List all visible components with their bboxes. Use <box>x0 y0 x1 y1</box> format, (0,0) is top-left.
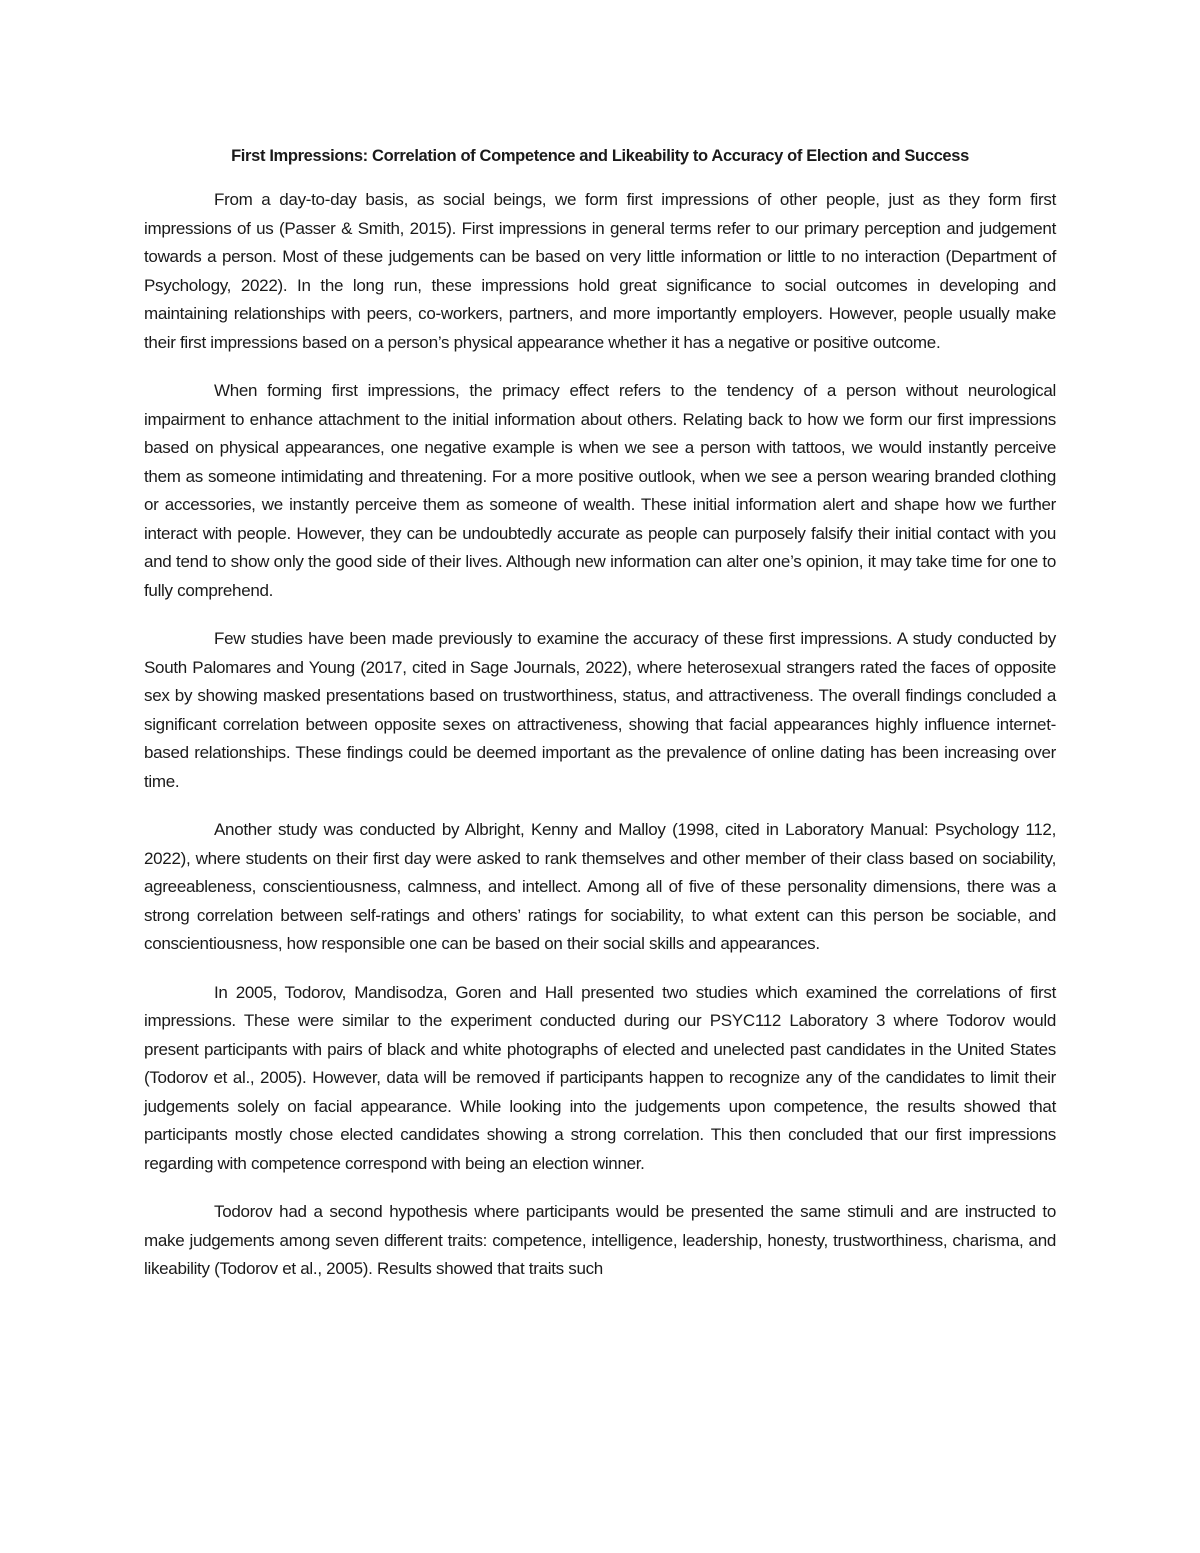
document-page <box>144 138 1056 1304</box>
paragraph: From a day-to-day basis, as social beings, we form first impressions of other people, just as they form first impressions of us (Passer & Smith, 2015). First impressions in general terms refer to our primary perception and judgement towards a person. Most of these judgements can be based on very little information or little to no interaction (Department of Psychology, 2022). In the long run, these impressions hold great significance to social outcomes in developing and maintaining relationships with peers, co-workers, partners, and more importantly employers. However, people usually make their first impressions based on a person’s physical appearance whether it has a negative or positive outcome. <box>144 190 1056 352</box>
paragraph: Another study was conducted by Albright, Kenny and Malloy (1998, cited in Laboratory Manual: Psychology 112, 2022), where students on their first day were asked to rank themselves and other member of their class based on sociability, agreeableness, conscientiousness, calmness, and intellect. Among all of five of these personality dimensions, there was a strong correlation between self-ratings and others’ ratings for sociability, to what extent can this person be sociable, and conscientiousness, how responsible one can be based on their social skills and appearances. <box>144 820 1056 953</box>
paragraph: In 2005, Todorov, Mandisodza, Goren and Hall presented two studies which examined the correlations of first impressions. These were similar to the experiment conducted during our PSYC112 Laboratory 3 where Todorov would present participants with pairs of black and white photographs of elected and unelected past candidates in the United States (Todorov et al., 2005). However, data will be removed if participants happen to recognize any of the candidates to limit their judgements solely on facial appearance. While looking into the judgements upon competence, the results showed that participants mostly chose elected candidates showing a strong correlation. This then concluded that our first impressions regarding with competence correspond with being an election winner. <box>144 982 1056 1173</box>
paragraph: Few studies have been made previously to examine the accuracy of these first impressions. A study conducted by South Palomares and Young (2017, cited in Sage Journals, 2022), where heterosexual strangers rated the faces of opposite sex by showing masked presentations based on trustworthiness, status, and attractiveness. The overall findings concluded a significant correlation between opposite sexes on attractiveness, showing that facial appearances highly influence internet-based relationships. These findings could be deemed important as the prevalence of online dating has been increasing over time. <box>144 629 1056 791</box>
document-title: First Impressions: Correlation of Competence and Likeability to Accuracy of Election and Success <box>231 147 969 165</box>
paragraph: Todorov had a second hypothesis where participants would be presented the same stimuli and are instructed to make judgements among seven different traits: competence, intelligence, leadership, honesty, trustworthiness, charisma, and likeability (Todorov et al., 2005). Results showed that traits such <box>144 1202 1056 1278</box>
paragraph: When forming first impressions, the primacy effect refers to the tendency of a person without neurological impairment to enhance attachment to the initial information about others. Relating back to how we form our first impressions based on physical appearances, one negative example is when we see a person with tattoos, we would instantly perceive them as someone intimidating and threatening. For a more positive outlook, when we see a person wearing branded clothing or accessories, we instantly perceive them as someone of wealth. These initial information alert and shape how we further interact with people. However, they can be undoubtedly accurate as people can purposely falsify their initial contact with you and tend to show only the good side of their lives. Although new information can alter one’s opinion, it may take time for one to fully comprehend. <box>144 381 1056 600</box>
